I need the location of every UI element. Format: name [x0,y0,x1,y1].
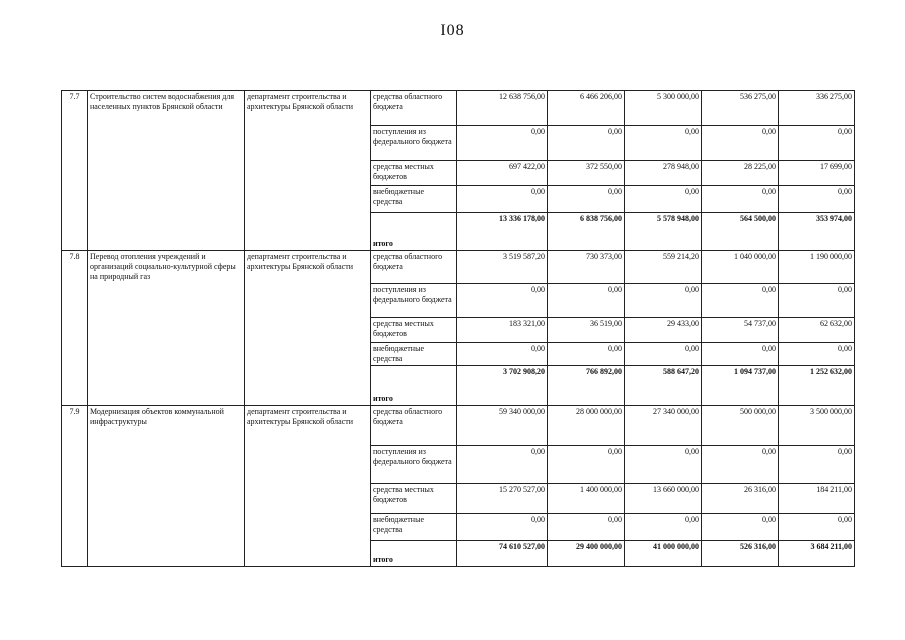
amount-cell: 0,00 [779,186,855,213]
funding-source: поступления из федерального бюджета [371,284,457,318]
amount-cell: 183 321,00 [457,318,548,343]
amount-cell: 336 275,00 [779,91,855,126]
total-amount-cell: 74 610 527,00 [457,541,548,567]
amount-cell: 1 040 000,00 [702,251,779,284]
amount-cell: 3 519 587,20 [457,251,548,284]
amount-cell: 0,00 [457,284,548,318]
amount-cell: 0,00 [457,126,548,161]
total-amount-cell: 1 094 737,00 [702,366,779,406]
item-number: 7.8 [62,251,88,406]
amount-cell: 278 948,00 [625,161,702,186]
funding-source: средства областного бюджета [371,91,457,126]
amount-cell: 0,00 [702,343,779,366]
amount-cell: 536 275,00 [702,91,779,126]
amount-cell: 0,00 [779,514,855,541]
amount-cell: 29 433,00 [625,318,702,343]
total-amount-cell: 766 892,00 [548,366,625,406]
amount-cell: 730 373,00 [548,251,625,284]
item-department: департамент строительства и архитектуры Брянской области [245,406,371,567]
amount-cell: 0,00 [625,186,702,213]
amount-cell: 0,00 [702,186,779,213]
amount-cell: 372 550,00 [548,161,625,186]
amount-cell: 12 638 756,00 [457,91,548,126]
amount-cell: 0,00 [702,446,779,484]
amount-cell: 3 500 000,00 [779,406,855,446]
amount-cell: 27 340 000,00 [625,406,702,446]
funding-source: средства местных бюджетов [371,318,457,343]
total-amount-cell: 3 702 908,20 [457,366,548,406]
funding-source: внебюджетные средства [371,186,457,213]
item-name: Модернизация объектов коммунальной инфраструктуры [88,406,245,567]
item-number: 7.9 [62,406,88,567]
amount-cell: 36 519,00 [548,318,625,343]
total-amount-cell: 588 647,20 [625,366,702,406]
amount-cell: 697 422,00 [457,161,548,186]
amount-cell: 500 000,00 [702,406,779,446]
amount-cell: 0,00 [779,446,855,484]
total-amount-cell: 6 838 756,00 [548,213,625,251]
amount-cell: 559 214,20 [625,251,702,284]
total-amount-cell: 5 578 948,00 [625,213,702,251]
amount-cell: 17 699,00 [779,161,855,186]
item-number: 7.7 [62,91,88,251]
amount-cell: 26 316,00 [702,484,779,514]
amount-cell: 0,00 [625,126,702,161]
amount-cell: 62 632,00 [779,318,855,343]
amount-cell: 0,00 [457,514,548,541]
amount-cell: 28 225,00 [702,161,779,186]
funding-source: внебюджетные средства [371,514,457,541]
funding-source: средства местных бюджетов [371,161,457,186]
amount-cell: 0,00 [548,126,625,161]
funding-source: поступления из федерального бюджета [371,126,457,161]
table-row [62,251,855,284]
amount-cell: 6 466 206,00 [548,91,625,126]
amount-cell: 0,00 [779,343,855,366]
amount-cell: 0,00 [548,446,625,484]
amount-cell: 0,00 [625,446,702,484]
funding-source-total: итого [371,213,457,251]
amount-cell: 184 211,00 [779,484,855,514]
amount-cell: 0,00 [625,284,702,318]
total-amount-cell: 3 684 211,00 [779,541,855,567]
amount-cell: 0,00 [548,186,625,213]
funding-source: средства областного бюджета [371,251,457,284]
amount-cell: 28 000 000,00 [548,406,625,446]
amount-cell: 1 400 000,00 [548,484,625,514]
amount-cell: 13 660 000,00 [625,484,702,514]
amount-cell: 0,00 [625,343,702,366]
amount-cell: 54 737,00 [702,318,779,343]
funding-source: средства областного бюджета [371,406,457,446]
table-row [62,406,855,446]
funding-source-total: итого [371,366,457,406]
total-amount-cell: 29 400 000,00 [548,541,625,567]
total-amount-cell: 564 500,00 [702,213,779,251]
amount-cell: 0,00 [702,284,779,318]
amount-cell: 15 270 527,00 [457,484,548,514]
page-number: I08 [440,22,465,39]
amount-cell: 0,00 [779,284,855,318]
funding-source: внебюджетные средства [371,343,457,366]
amount-cell: 0,00 [625,514,702,541]
amount-cell: 0,00 [457,186,548,213]
item-department: департамент строительства и архитектуры Брянской области [245,91,371,251]
total-amount-cell: 353 974,00 [779,213,855,251]
funding-source-total: итого [371,541,457,567]
total-amount-cell: 526 316,00 [702,541,779,567]
item-department: департамент строительства и архитектуры Брянской области [245,251,371,406]
amount-cell: 0,00 [779,126,855,161]
amount-cell: 0,00 [457,343,548,366]
funding-source: поступления из федерального бюджета [371,446,457,484]
total-amount-cell: 13 336 178,00 [457,213,548,251]
amount-cell: 0,00 [702,126,779,161]
amount-cell: 0,00 [548,343,625,366]
amount-cell: 0,00 [457,446,548,484]
table-row [62,91,855,126]
amount-cell: 0,00 [702,514,779,541]
total-amount-cell: 41 000 000,00 [625,541,702,567]
funding-source: средства местных бюджетов [371,484,457,514]
amount-cell: 0,00 [548,284,625,318]
item-name: Строительство систем водоснабжения для населенных пунктов Брянской области [88,91,245,251]
budget-table [61,90,855,567]
amount-cell: 59 340 000,00 [457,406,548,446]
amount-cell: 1 190 000,00 [779,251,855,284]
amount-cell: 5 300 000,00 [625,91,702,126]
total-amount-cell: 1 252 632,00 [779,366,855,406]
item-name: Перевод отопления учреждений и организаций социально-культурной сферы на природный газ [88,251,245,406]
amount-cell: 0,00 [548,514,625,541]
